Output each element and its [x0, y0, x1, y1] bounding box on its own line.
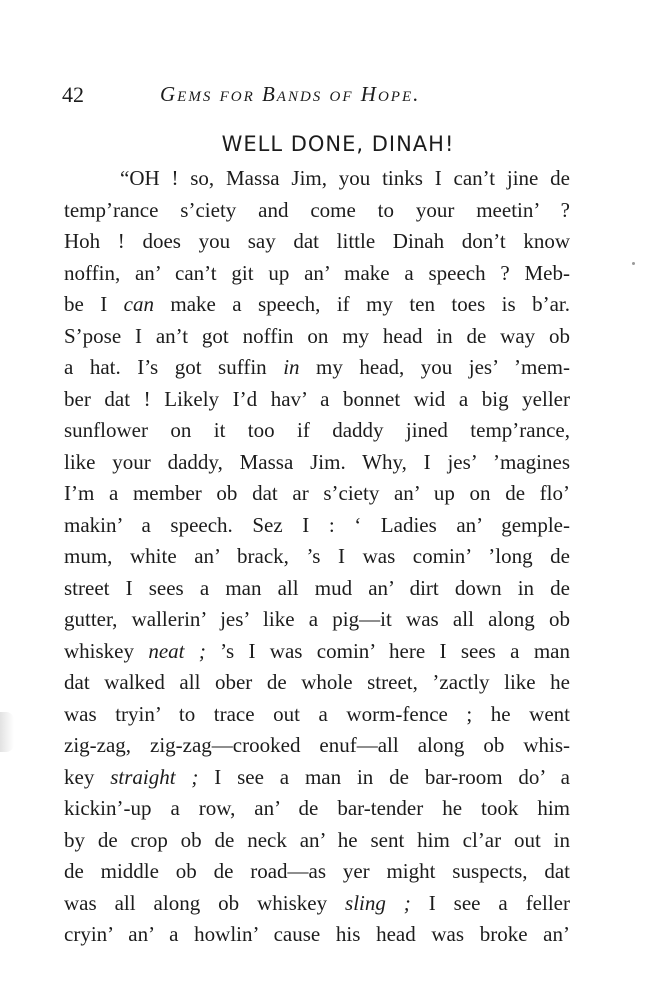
text-run: mum, white an’ brack, ’s I was comin’ ’long de — [64, 544, 570, 568]
text-run: I’m a member ob dat ar s’ciety an’ up on de flo’ — [64, 481, 570, 505]
text-run: sunflower on it too if daddy jined temp’rance, — [64, 418, 570, 442]
text-run: my head, you jes’ ’mem- — [299, 355, 570, 379]
text-line — [64, 258, 570, 290]
italic-emphasis: sling ; — [345, 890, 411, 915]
text-run: Hoh ! does you say dat little Dinah don’t know — [64, 229, 570, 253]
italic-emphasis: in — [283, 355, 300, 379]
text-line — [64, 730, 570, 762]
text-run: by de crop ob de neck an’ he sent him cl’ar out in — [64, 827, 570, 852]
text-run: street I sees a man all mud an’ dirt down in de — [64, 575, 570, 600]
paper-speck — [632, 262, 635, 265]
text-run: kickin’-up a row, an’ de bar-tender he took him — [64, 796, 570, 820]
text-line — [64, 667, 570, 699]
text-line — [64, 825, 570, 857]
text-run: de middle ob de road—as yer might suspects, dat — [64, 859, 570, 883]
text-line — [64, 888, 570, 920]
text-line — [64, 919, 570, 951]
page-number: 42 — [62, 82, 84, 107]
text-line — [64, 762, 570, 794]
text-run: “OH ! so, Massa Jim, you tinks I can’t jine de — [120, 166, 570, 190]
section-title: WELL DONE, DINAH! — [221, 132, 455, 156]
text-run: make a speech, if my ten toes is b’ar. — [153, 292, 570, 316]
text-run: whiskey — [64, 638, 149, 663]
italic-emphasis: straight ; — [110, 764, 199, 789]
text-line — [64, 415, 570, 447]
text-run: I see a man in de bar-room do’ a — [198, 764, 570, 789]
text-run: temp’rance s’ciety and come to your meetin’ ? — [64, 197, 570, 222]
text-run: noffin, an’ can’t git up an’ make a speech ? Meb- — [64, 260, 570, 285]
text-run: gutter, wallerin’ jes’ like a pig—it was all along ob — [64, 607, 570, 631]
italic-emphasis: neat ; — [148, 638, 206, 663]
text-line — [64, 478, 570, 510]
text-line — [64, 289, 570, 321]
text-run: be I — [64, 292, 124, 316]
text-run: ’s I was comin’ here I sees a man — [205, 638, 570, 663]
text-line — [64, 699, 570, 731]
text-run: I see a feller — [410, 890, 570, 915]
italic-emphasis: can — [123, 292, 154, 316]
text-run: S’pose I an’t got noffin on my head in de way ob — [64, 323, 570, 348]
book-title: Gems for Bands of Hope. — [160, 82, 421, 106]
text-line — [64, 856, 570, 888]
text-run: makin’ a speech. Sez I : ‘ Ladies an’ gemple- — [64, 512, 570, 537]
text-run: cryin’ an’ a howlin’ cause his head was broke an’ — [64, 922, 570, 946]
text-line — [64, 163, 570, 195]
text-line — [64, 384, 570, 416]
page-edge-stain — [0, 712, 14, 752]
text-line — [64, 541, 570, 573]
running-head — [62, 82, 582, 112]
text-line — [64, 573, 570, 605]
text-line — [64, 447, 570, 479]
text-run: key — [64, 764, 111, 789]
text-line — [64, 352, 570, 384]
text-run: like your daddy, Massa Jim. Why, I jes’ ’magines — [64, 449, 570, 474]
text-line — [64, 321, 570, 353]
text-line — [64, 793, 570, 825]
text-run: was all along ob whiskey — [64, 890, 346, 915]
text-run: dat walked all ober de whole street, ’zactly like he — [64, 670, 570, 694]
text-line — [64, 636, 570, 668]
text-run: a hat. I’s got suffin — [64, 355, 284, 379]
text-line — [64, 226, 570, 258]
body-text — [64, 163, 570, 951]
text-run: zig-zag, zig-zag—crooked enuf—all along ob whis- — [64, 733, 570, 757]
text-line — [64, 604, 570, 636]
text-run: ber dat ! Likely I’d hav’ a bonnet wid a big yeller — [64, 386, 570, 411]
text-line — [64, 195, 570, 227]
text-run: was tryin’ to trace out a worm-fence ; he went — [64, 701, 570, 726]
text-line — [64, 510, 570, 542]
